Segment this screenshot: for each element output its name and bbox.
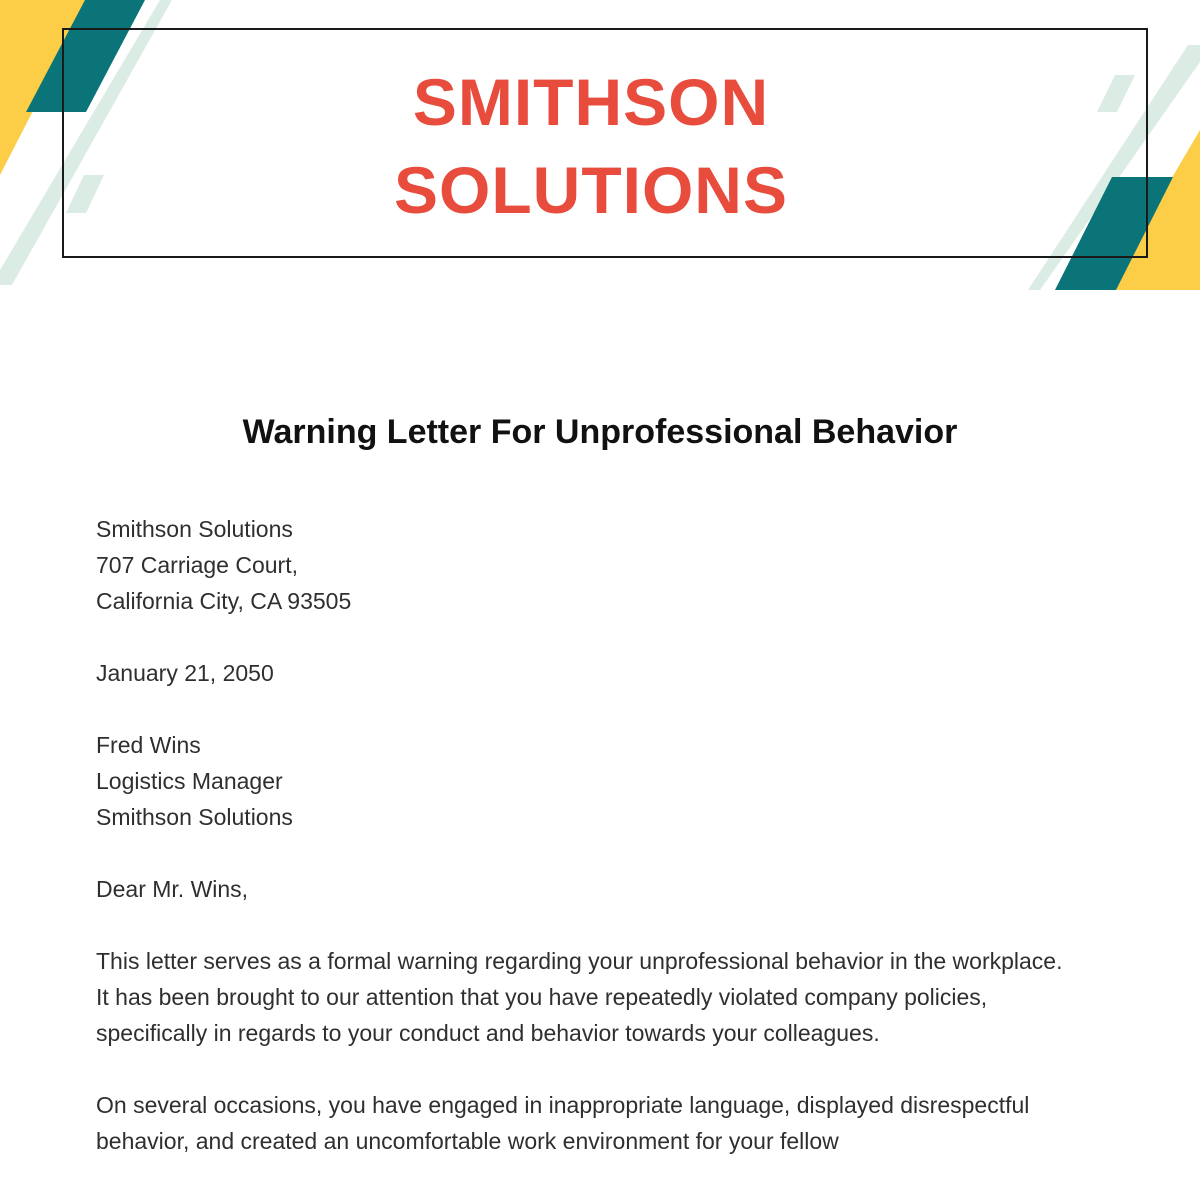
- body-paragraph-2: On several occasions, you have engaged in inappropriate language, displayed disrespectful behavior, and created an uncomfortable work environment for your fellow: [96, 1092, 1030, 1154]
- body-paragraph-1: This letter serves as a formal warning regarding your unprofessional behavior in the workplace. It has been brought to our attention that you have repeatedly violated company policies, specifically in regards to your conduct and behavior towards your colleagues.: [96, 948, 1063, 1046]
- company-name: [0, 58, 1182, 234]
- company-name-line1: SMITHSON: [412, 65, 770, 139]
- sender-street: 707 Carriage Court,: [96, 552, 298, 578]
- letter-body: [96, 511, 1076, 1195]
- sender-name: Smithson Solutions: [96, 516, 293, 542]
- letter-date: January 21, 2050: [96, 660, 274, 686]
- recipient-name: Fred Wins: [96, 732, 201, 758]
- company-name-line2: SOLUTIONS: [393, 153, 788, 227]
- recipient-company: Smithson Solutions: [96, 804, 293, 830]
- sender-address: [96, 511, 1076, 619]
- salutation: Dear Mr. Wins,: [96, 876, 249, 902]
- recipient-position: Logistics Manager: [96, 768, 283, 794]
- letter-title: Warning Letter For Unprofessional Behavior: [242, 413, 958, 451]
- recipient-block: [96, 727, 1076, 835]
- sender-city: California City, CA 93505: [96, 588, 352, 614]
